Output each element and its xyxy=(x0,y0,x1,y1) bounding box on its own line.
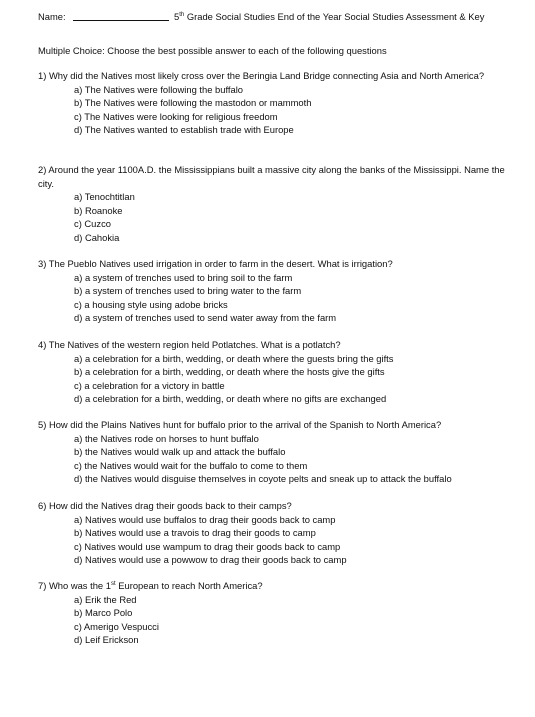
question-text: 1) Why did the Natives most likely cross over the Beringia Land Bridge connecting Asia and North America? xyxy=(38,70,485,81)
answer-option-a: a) a system of trenches used to bring soil to the farm xyxy=(74,271,293,283)
answer-option-a: a) Tenochtitlan xyxy=(74,191,135,202)
answer-option-b: b) Marco Polo xyxy=(74,607,133,618)
answer-option-b: b) a system of trenches used to bring water to the farm xyxy=(74,285,302,296)
answer-option-c: c) Cuzco xyxy=(74,218,111,229)
answer-options xyxy=(38,83,508,137)
answer-option-a: a) the Natives rode on horses to hunt buffalo xyxy=(74,432,259,444)
question-2 xyxy=(38,163,508,244)
question-text-end: European to reach North America? xyxy=(115,580,263,591)
name-label: Name: xyxy=(38,11,66,22)
question-5 xyxy=(38,418,508,486)
answer-option-c: c) The Natives were looking for religious freedom xyxy=(74,110,278,122)
answer-option-d: d) Natives would use a powwow to drag their goods back to camp xyxy=(74,554,347,565)
question-text: 3) The Pueblo Natives used irrigation in order to farm in the desert. What is irrigation? xyxy=(38,258,393,269)
answer-option-d: d) a system of trenches used to send water away from the farm xyxy=(74,312,337,323)
answer-option-d: d) a celebration for a birth, wedding, or death where no gifts are exchanged xyxy=(74,393,387,404)
answer-options xyxy=(38,513,508,567)
answer-option-b: b) the Natives would walk up and attack the buffalo xyxy=(74,446,286,457)
answer-option-b: b) The Natives were following the mastodon or mammoth xyxy=(74,97,312,108)
question-1 xyxy=(38,69,508,137)
answer-option-a: a) The Natives were following the buffalo xyxy=(74,83,244,95)
instructions: Multiple Choice: Choose the best possible answer to each of the following questions xyxy=(38,45,387,56)
answer-option-c: c) a housing style using adobe bricks xyxy=(74,298,228,310)
question-text: 2) Around the year 1100A.D. the Mississippians built a massive city along the banks of the Mississippi. Name the city. xyxy=(38,164,505,189)
answer-option-d: d) The Natives wanted to establish trade with Europe xyxy=(74,124,294,135)
page-header xyxy=(38,10,525,24)
title-grade-suffix: th xyxy=(179,11,185,18)
question-text: 6) How did the Natives drag their goods back to their camps? xyxy=(38,500,292,511)
question-text-start: 7) Who was the 1 xyxy=(38,580,111,591)
answer-option-d: d) Leif Erickson xyxy=(74,634,139,645)
ordinal-suffix: st xyxy=(110,580,116,587)
answer-options xyxy=(38,352,508,406)
question-text: 5) How did the Plains Natives hunt for buffalo prior to the arrival of the Spanish to North America? xyxy=(38,419,442,430)
name-blank-line xyxy=(73,20,169,21)
title-grade-number: 5 xyxy=(174,11,180,22)
question-text xyxy=(38,579,508,593)
answer-options xyxy=(38,432,508,486)
answer-option-b: b) Natives would use a travois to drag their goods to camp xyxy=(74,527,316,538)
answer-option-c: c) the Natives would wait for the buffalo to come to them xyxy=(74,459,308,471)
answer-option-d: d) Cahokia xyxy=(74,231,120,243)
question-4 xyxy=(38,338,508,406)
answer-options xyxy=(38,271,508,325)
answer-options xyxy=(38,593,508,647)
question-3 xyxy=(38,257,508,325)
question-6 xyxy=(38,499,508,567)
answer-options xyxy=(38,190,508,244)
answer-option-c: c) Natives would use wampum to drag their goods back to camp xyxy=(74,540,341,552)
answer-option-a: a) Natives would use buffalos to drag their goods back to camp xyxy=(74,513,336,525)
answer-option-a: a) Erik the Red xyxy=(74,593,137,605)
answer-option-c: c) a celebration for a victory in battle xyxy=(74,379,225,391)
document-title xyxy=(174,10,484,24)
question-7 xyxy=(38,579,508,647)
answer-option-b: b) Roanoke xyxy=(74,204,123,216)
answer-option-c: c) Amerigo Vespucci xyxy=(74,620,159,632)
question-text: 4) The Natives of the western region held Potlatches. What is a potlatch? xyxy=(38,339,341,350)
answer-option-d: d) the Natives would disguise themselves in coyote pelts and sneak up to attack the buffalo xyxy=(74,473,452,484)
answer-option-b: b) a celebration for a birth, wedding, or death where the hosts give the gifts xyxy=(74,366,385,377)
title-text: Grade Social Studies End of the Year Social Studies Assessment & Key xyxy=(184,11,485,22)
answer-option-a: a) a celebration for a birth, wedding, or death where the guests bring the gifts xyxy=(74,352,394,364)
